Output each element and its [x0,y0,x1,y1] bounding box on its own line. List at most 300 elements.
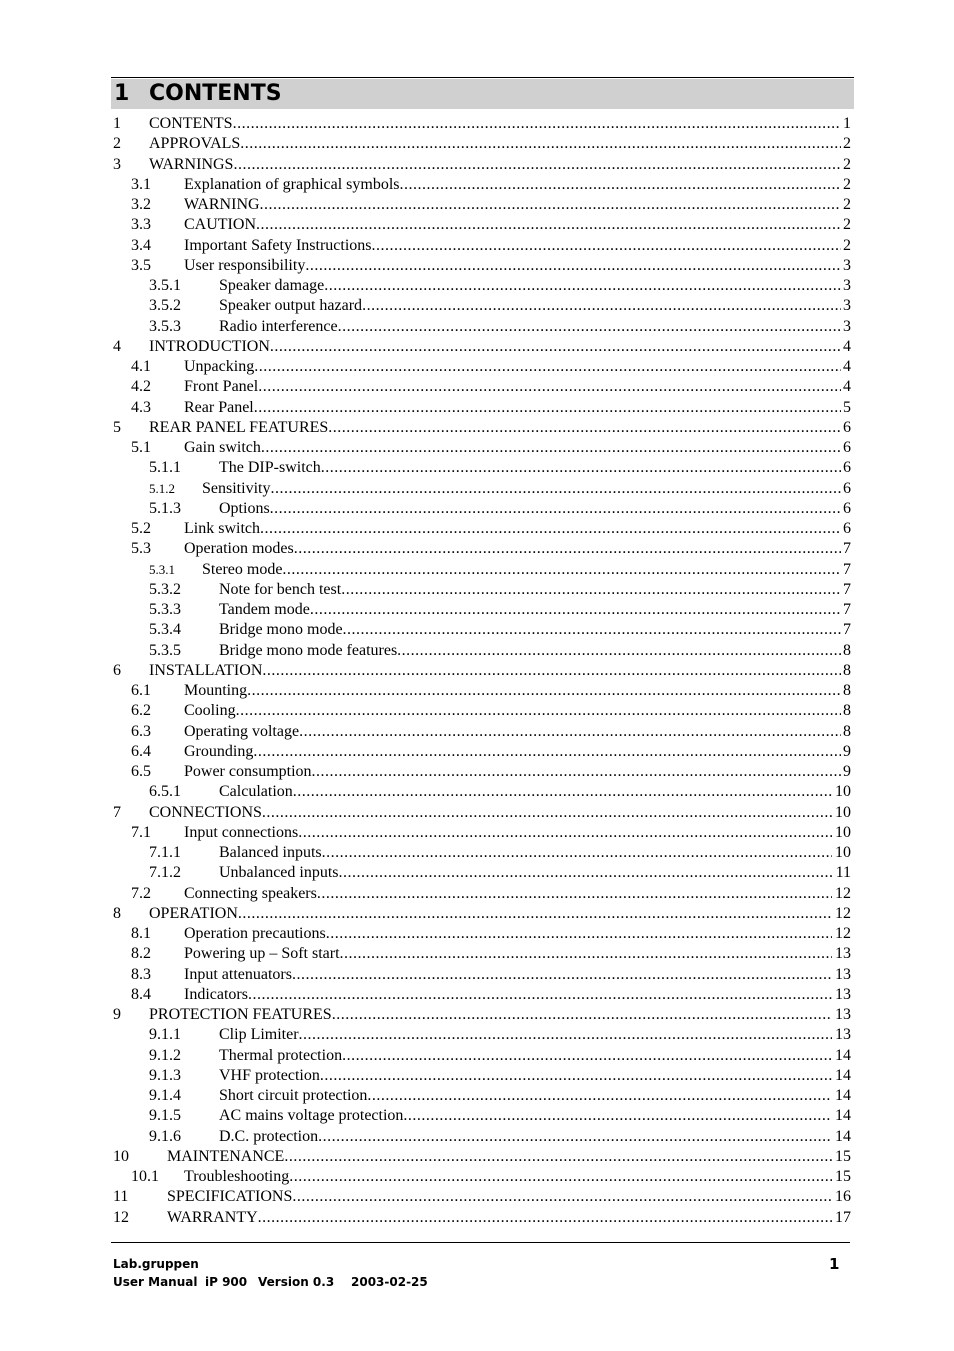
toc-entry-dots [270,499,841,519]
toc-entry-page: 4 [843,378,851,395]
toc-entry-number: 5.3.5 [149,642,181,659]
section-heading [111,79,854,109]
toc-entry-title: The DIP-switch [219,459,321,476]
toc-entry-dots [240,134,841,154]
toc-entry-dots [262,661,841,681]
toc-entry-leader [184,377,841,397]
toc-entry-page: 10 [835,824,851,841]
toc-entry-dots [270,479,841,499]
toc-entry-page: 12 [835,925,851,942]
toc-entry-page: 13 [835,966,851,983]
toc-entry-page: 13 [835,945,851,962]
toc-entry[interactable] [0,944,954,964]
toc-entry-dots [238,904,832,924]
toc-entry-title: Link switch [184,520,260,537]
toc-entry-page: 6 [843,500,851,517]
toc-entry-leader [219,1046,832,1066]
toc-entry-title: Options [219,500,270,517]
toc-entry-dots [400,175,841,195]
toc-entry-leader [184,742,841,762]
footer-version: Version 0.3 [258,1275,335,1289]
toc-entry-title: Troubleshooting [184,1168,290,1185]
toc-entry-title: Sensitivity [202,480,271,497]
toc-entry-number: 3 [113,156,121,173]
toc-entry-page: 8 [843,642,851,659]
toc-entry-leader [149,134,841,154]
toc-entry-page: 11 [835,864,851,881]
toc-entry-title: AC mains voltage protection [219,1107,404,1124]
toc-entry-leader [219,317,841,337]
toc-entry-dots [298,823,832,843]
toc-entry-page: 8 [843,682,851,699]
toc-entry-number: 3.5.3 [149,318,181,335]
toc-entry-number: 8.1 [131,925,151,942]
toc-entry[interactable] [0,1147,954,1167]
toc-entry-leader [184,539,841,559]
toc-entry-dots [317,884,832,904]
toc-entry-title: Powering up – Soft start [184,945,340,962]
toc-entry-number: 3.2 [131,196,151,213]
toc-entry[interactable] [0,904,954,924]
toc-entry-dots [233,114,841,134]
toc-entry[interactable] [0,661,954,681]
toc-entry-title: CAUTION [184,216,256,233]
toc-entry-title: Cooling [184,702,236,719]
toc-entry[interactable] [0,1046,954,1066]
toc-entry-title: VHF protection [219,1067,320,1084]
toc-entry-dots [321,458,841,478]
toc-entry-dots [254,357,841,377]
toc-entry-number: 5.1.3 [149,500,181,517]
toc-entry-page: 14 [835,1128,851,1145]
toc-entry-number: 5.3.2 [149,581,181,598]
toc-entry-title: APPROVALS [149,135,241,152]
toc-entry-leader [219,782,832,802]
toc-entry-number: 4.1 [131,358,151,375]
toc-entry[interactable] [0,499,954,519]
toc-entry-number: 6.5 [131,763,151,780]
toc-entry-leader [219,1066,832,1086]
toc-entry-dots [299,1025,832,1045]
toc-entry-leader [184,357,841,377]
toc-entry-title: Calculation [219,783,293,800]
footer-model: iP 900 [205,1275,248,1289]
toc-entry[interactable] [0,742,954,762]
toc-entry-leader [184,823,832,843]
toc-entry-number: 7.1.1 [149,844,181,861]
toc-entry-title: Power consumption [184,763,312,780]
toc-entry-number: 4.3 [131,399,151,416]
toc-entry-number: 5.3.4 [149,621,181,638]
toc-entry[interactable] [0,296,954,316]
toc-entry-page: 3 [843,297,851,314]
toc-entry-dots [293,782,832,802]
toc-entry-dots [261,438,841,458]
toc-entry[interactable] [0,1005,954,1025]
toc-entry-leader [184,236,841,256]
toc-entry-page: 7 [843,561,851,578]
toc-entry-title: INSTALLATION [149,662,263,679]
toc-entry-number: 8.3 [131,966,151,983]
toc-entry[interactable] [0,722,954,742]
toc-entry-leader [184,722,841,742]
toc-entry[interactable] [0,398,954,418]
toc-entry[interactable] [0,843,954,863]
toc-entry-dots [289,1167,832,1187]
toc-entry[interactable] [0,458,954,478]
toc-entry-title: OPERATION [149,905,238,922]
toc-entry[interactable] [0,276,954,296]
toc-entry-title: Connecting speakers [184,885,317,902]
toc-entry-dots [310,600,841,620]
toc-entry-page: 8 [843,662,851,679]
toc-entry-title: Radio interference [219,318,338,335]
toc-entry-dots [342,1046,832,1066]
toc-entry[interactable] [0,1127,954,1147]
toc-entry-page: 3 [843,318,851,335]
toc-entry[interactable] [0,823,954,843]
toc-entry-dots [305,256,841,276]
toc-entry[interactable] [0,479,954,499]
toc-entry-dots [248,985,832,1005]
toc-entry-dots [292,1187,832,1207]
toc-entry-page: 6 [843,480,851,497]
toc-entry-number: 5.1.1 [149,459,181,476]
toc-entry-number: 8.4 [131,986,151,1003]
toc-entry-dots [292,965,832,985]
toc-entry-leader [184,438,841,458]
toc-entry-leader [219,1106,832,1126]
toc-entry[interactable] [0,1187,954,1207]
toc-entry-page: 12 [835,905,851,922]
toc-entry-page: 4 [843,358,851,375]
toc-entry[interactable] [0,114,954,134]
toc-entry-dots [332,1005,832,1025]
toc-entry-dots [322,843,832,863]
toc-entry-leader [219,458,841,478]
toc-entry-dots [253,742,841,762]
toc-entry-number: 5.2 [131,520,151,537]
toc-entry-number: 6.3 [131,723,151,740]
toc-entry[interactable] [0,681,954,701]
toc-entry[interactable] [0,1066,954,1086]
toc-entry-title: CONNECTIONS [149,804,262,821]
toc-entry-title: Unpacking [184,358,255,375]
toc-entry-dots [256,215,841,235]
toc-entry[interactable] [0,762,954,782]
toc-entry-page: 4 [843,338,851,355]
toc-entry[interactable] [0,317,954,337]
toc-entry-number: 3.5 [131,257,151,274]
footer-page-number: 1 [829,1255,840,1273]
toc-entry-page: 2 [843,135,851,152]
toc-entry[interactable] [0,1025,954,1045]
toc-entry-number: 1 [113,115,121,132]
toc-entry-leader [184,701,841,721]
toc-entry-title: WARRANTY [167,1209,258,1226]
toc-entry[interactable] [0,560,954,580]
toc-entry-title: Short circuit protection [219,1087,368,1104]
toc-entry-dots [320,1066,832,1086]
toc-entry-leader [184,985,832,1005]
toc-entry-dots [403,1106,832,1126]
toc-entry-title: Mounting [184,682,248,699]
toc-entry-title: Indicators [184,986,248,1003]
toc-entry-number: 5.3.1 [149,562,175,577]
toc-entry-title: Front Panel [184,378,259,395]
toc-entry-page: 7 [843,621,851,638]
toc-entry-page: 14 [835,1067,851,1084]
toc-entry-number: 9.1.1 [149,1026,181,1043]
toc-entry-leader [167,1187,832,1207]
toc-entry-page: 3 [843,277,851,294]
toc-entry-dots [258,377,841,397]
toc-entry-page: 3 [843,257,851,274]
toc-entry-dots [397,641,841,661]
toc-entry-page: 12 [835,885,851,902]
toc-entry-page: 6 [843,439,851,456]
toc-entry-page: 6 [843,520,851,537]
toc-entry-number: 4 [113,338,121,355]
toc-entry[interactable] [0,985,954,1005]
toc-entry-page: 9 [843,763,851,780]
toc-entry-leader [167,1147,832,1167]
toc-entry-leader [219,1025,832,1045]
toc-entry-leader [219,863,832,883]
toc-entry-leader [219,620,841,640]
toc-entry-leader [149,803,832,823]
toc-entry-dots [247,681,841,701]
toc-entry-dots [299,722,841,742]
toc-entry-title: SPECIFICATIONS [167,1188,293,1205]
toc-entry-leader [149,114,841,134]
toc-entry-dots [362,296,841,316]
toc-entry-title: Speaker output hazard [219,297,363,314]
toc-entry[interactable] [0,377,954,397]
toc-entry-page: 2 [843,196,851,213]
toc-entry-page: 17 [835,1209,851,1226]
heading-number: 1 [114,81,130,106]
toc-entry-number: 4.2 [131,378,151,395]
toc-entry-title: REAR PANEL FEATURES [149,419,329,436]
toc-entry-leader [184,256,841,276]
toc-entry-page: 15 [835,1148,851,1165]
toc-entry[interactable] [0,195,954,215]
toc-entry-title: INTRODUCTION [149,338,270,355]
toc-entry-leader [202,479,841,499]
toc-entry-dots [324,276,841,296]
toc-entry-title: CONTENTS [149,115,233,132]
toc-entry-page: 13 [835,1026,851,1043]
toc-entry-page: 2 [843,237,851,254]
toc-entry-title: Balanced inputs [219,844,322,861]
toc-entry-leader [219,1086,832,1106]
toc-entry[interactable] [0,884,954,904]
toc-entry-title: Input attenuators [184,966,292,983]
toc-entry-number: 5 [113,419,121,436]
toc-entry[interactable] [0,134,954,154]
toc-entry[interactable] [0,519,954,539]
toc-entry[interactable] [0,1208,954,1228]
toc-entry-title: WARNINGS [149,156,234,173]
toc-entry-page: 5 [843,399,851,416]
toc-entry[interactable] [0,782,954,802]
toc-entry-title: Note for bench test [219,581,342,598]
toc-entry-number: 9 [113,1006,121,1023]
toc-entry-page: 8 [843,702,851,719]
toc-entry[interactable] [0,236,954,256]
toc-entry[interactable] [0,215,954,235]
toc-entry-dots [270,337,841,357]
toc-entry-leader [219,580,841,600]
toc-entry-title: Operation precautions [184,925,326,942]
footer-company: Lab.gruppen [113,1257,199,1271]
toc-entry[interactable] [0,641,954,661]
toc-entry-leader [184,944,832,964]
toc-entry-number: 7 [113,804,121,821]
toc-entry[interactable] [0,803,954,823]
footer-date: 2003-02-25 [351,1275,428,1289]
toc-entry-title: Thermal protection [219,1047,343,1064]
toc-entry-number: 9.1.5 [149,1107,181,1124]
toc-entry-leader [202,560,841,580]
toc-entry[interactable] [0,337,954,357]
toc-entry-page: 10 [835,804,851,821]
toc-entry-page: 2 [843,176,851,193]
toc-entry-dots [284,1147,832,1167]
toc-entry-number: 11 [113,1188,129,1205]
toc-entry[interactable] [0,600,954,620]
toc-entry-leader [219,641,841,661]
toc-entry-dots [343,620,841,640]
toc-entry-number: 5.1 [131,439,151,456]
toc-entry-number: 5.3 [131,540,151,557]
toc-entry-leader [184,215,841,235]
toc-entry-leader [184,175,841,195]
footer-rule [111,1242,850,1243]
toc-entry-number: 2 [113,135,121,152]
toc-entry-leader [184,195,841,215]
toc-entry-page: 1 [843,115,851,132]
toc-entry-dots [372,236,841,256]
toc-entry-page: 14 [835,1087,851,1104]
toc-entry[interactable] [0,924,954,944]
toc-entry-leader [149,904,832,924]
toc-entry-page: 9 [843,743,851,760]
toc-entry-title: User responsibility [184,257,306,274]
toc-entry-dots [258,1208,832,1228]
toc-entry-title: Bridge mono mode [219,621,343,638]
toc-entry-dots [328,418,841,438]
toc-entry-dots [341,580,841,600]
toc-entry-number: 6.1 [131,682,151,699]
toc-entry[interactable] [0,357,954,377]
toc-entry-page: 7 [843,581,851,598]
toc-entry[interactable] [0,863,954,883]
toc-entry-dots [338,317,841,337]
toc-entry-dots [367,1086,832,1106]
toc-entry-leader [149,661,841,681]
toc-entry-dots [282,560,841,580]
toc-entry[interactable] [0,256,954,276]
toc-entry-leader [184,398,841,418]
toc-entry-dots [260,519,841,539]
toc-entry[interactable] [0,418,954,438]
toc-entry[interactable] [0,965,954,985]
toc-entry-dots [294,539,841,559]
toc-entry-page: 2 [843,156,851,173]
toc-entry-leader [219,276,841,296]
toc-entry[interactable] [0,1106,954,1126]
toc-entry[interactable] [0,438,954,458]
toc-entry-dots [340,944,832,964]
toc-entry-number: 6 [113,662,121,679]
toc-entry-number: 6.5.1 [149,783,181,800]
toc-entry-leader [167,1208,832,1228]
toc-entry-dots [339,863,832,883]
toc-entry-page: 13 [835,986,851,1003]
toc-entry-leader [219,843,832,863]
toc-entry-dots [262,803,832,823]
toc-entry-page: 16 [835,1188,851,1205]
toc-entry-number: 9.1.3 [149,1067,181,1084]
toc-entry-dots [318,1127,832,1147]
toc-entry-leader [219,296,841,316]
toc-entry-number: 5.1.2 [149,481,175,496]
toc-entry-number: 3.4 [131,237,151,254]
toc-entry-title: D.C. protection [219,1128,319,1145]
toc-entry-number: 3.5.2 [149,297,181,314]
toc-entry-leader [149,1005,832,1025]
toc-entry-leader [184,762,841,782]
toc-entry-leader [184,965,832,985]
toc-entry-page: 6 [843,459,851,476]
toc-entry-number: 8 [113,905,121,922]
toc-entry-page: 2 [843,216,851,233]
toc-entry[interactable] [0,155,954,175]
toc-entry[interactable] [0,1167,954,1187]
toc-entry[interactable] [0,580,954,600]
toc-entry[interactable] [0,1086,954,1106]
toc-entry-leader [219,600,841,620]
toc-entry-page: 14 [835,1107,851,1124]
toc-entry[interactable] [0,701,954,721]
toc-entry-page: 15 [835,1168,851,1185]
toc-entry-title: Clip Limiter [219,1026,299,1043]
toc-entry-leader [149,155,841,175]
toc-entry-title: Operation modes [184,540,294,557]
toc-entry-leader [184,924,832,944]
toc-entry-number: 7.2 [131,885,151,902]
toc-entry-page: 10 [835,783,851,800]
toc-entry[interactable] [0,539,954,559]
toc-entry-title: WARNING [184,196,260,213]
toc-entry-number: 3.1 [131,176,151,193]
toc-entry-number: 9.1.2 [149,1047,181,1064]
toc-entry[interactable] [0,620,954,640]
toc-entry[interactable] [0,175,954,195]
toc-entry-title: Bridge mono mode features [219,642,398,659]
toc-entry-title: Operating voltage [184,723,300,740]
toc-entry-dots [233,155,841,175]
toc-entry-title: PROTECTION FEATURES [149,1006,332,1023]
toc-entry-title: Unbalanced inputs [219,864,339,881]
toc-entry-number: 9.1.4 [149,1087,181,1104]
toc-entry-number: 9.1.6 [149,1128,181,1145]
toc-entry-page: 13 [835,1006,851,1023]
toc-entry-number: 6.4 [131,743,151,760]
toc-entry-page: 6 [843,419,851,436]
